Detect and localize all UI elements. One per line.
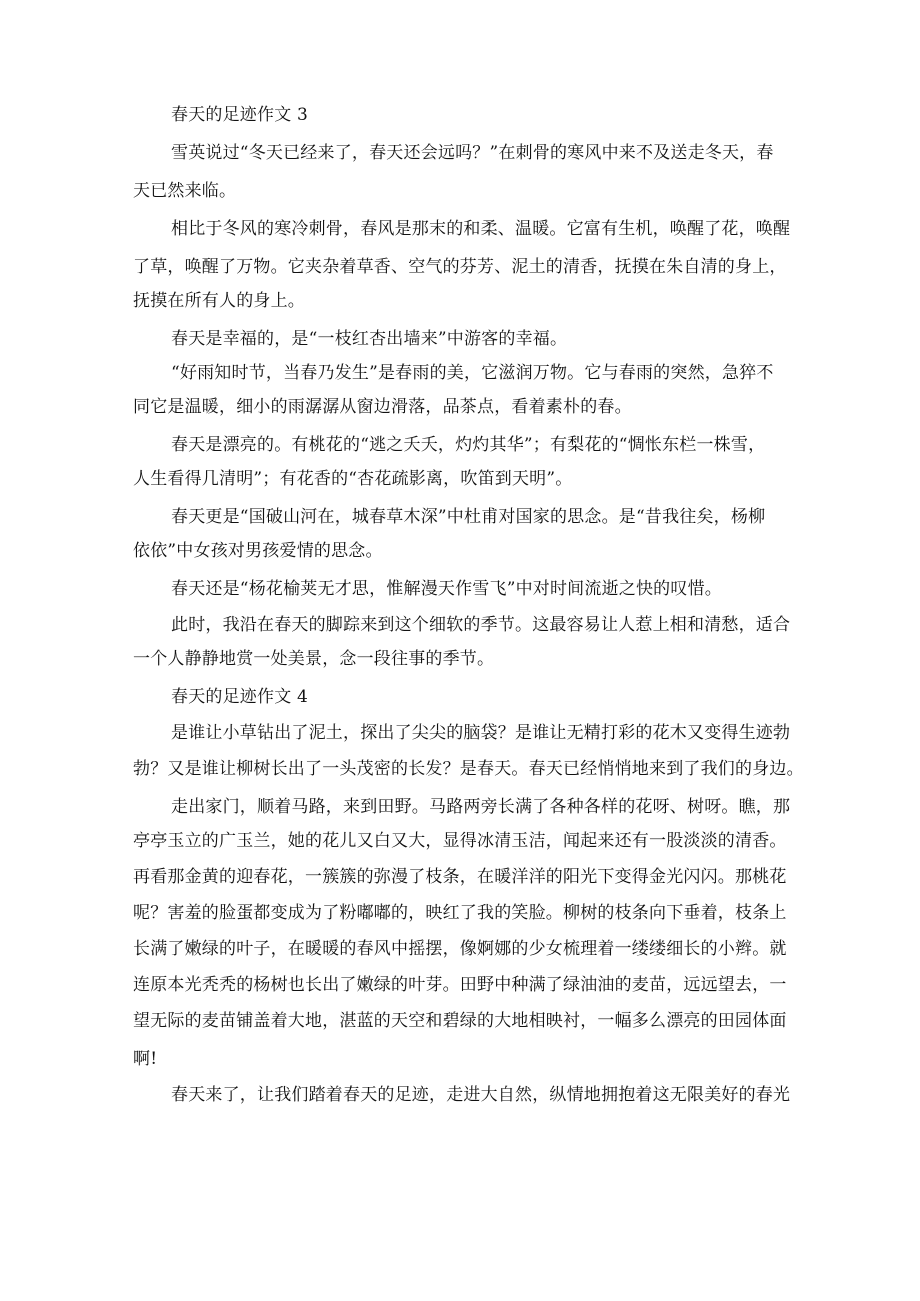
paragraph-line: 雪英说过“冬天已经来了，春天还会远吗？”在刺骨的寒风中来不及送走冬天，春	[171, 143, 774, 163]
paragraph-line: “好雨知时节，当春乃发生”是春雨的美，它滋润万物。它与春雨的突然，急猝不	[171, 363, 774, 383]
paragraph-line: 走出家门，顺着马路，来到田野。马路两旁长满了各种各样的花呀、树呀。瞧，那	[171, 797, 791, 817]
paragraph-line: 春天来了，让我们踏着春天的足迹，走进大自然，纵情地拥抱着这无限美好的春光	[171, 1085, 791, 1105]
paragraph-line: 望无际的麦苗铺盖着大地，湛蓝的天空和碧绿的大地相映衬，一幅多么漂亮的田园体面	[133, 1011, 787, 1031]
paragraph-line: 长满了嫩绿的叶子，在暖暖的春风中摇摆，像婀娜的少女梳理着一缕缕细长的小辫。就	[133, 939, 787, 959]
paragraph-line: 呢？害羞的脸蛋都变成为了粉嘟嘟的，映红了我的笑脸。柳树的枝条向下垂着，枝条上	[133, 903, 787, 923]
paragraph-line: 同它是温暖，细小的雨潺潺从窗边滑落，品茶点，看着素朴的春。	[133, 397, 632, 417]
paragraph-line: 春天是漂亮的。有桃花的“逃之夭夭，灼灼其华”；有梨花的“惆怅东栏一株雪，	[171, 435, 766, 455]
paragraph-line: 亭亭玉立的广玉兰，她的花儿又白又大，显得冰清玉洁，闻起来还有一股淡淡的清香。	[133, 831, 787, 851]
section-title-4: 春天的足迹作文 4	[171, 687, 309, 707]
paragraph-line: 此时，我沿在春天的脚踪来到这个细软的季节。这最容易让人惹上相和清愁，适合	[171, 615, 791, 635]
paragraph-line: 春天还是“杨花榆荚无才思，惟解漫天作雪飞”中对时间流逝之快的叹惜。	[171, 579, 722, 599]
paragraph-line: 是谁让小草钻出了泥土，探出了尖尖的脑袋？是谁让无精打彩的花木又变得生迹勃	[171, 723, 791, 743]
paragraph-line: 依依”中女孩对男孩爱情的思念。	[133, 541, 383, 561]
paragraph-line: 再看那金黄的迎春花，一簇簇的弥漫了枝条，在暖洋洋的阳光下变得金光闪闪。那桃花	[133, 867, 787, 887]
paragraph-line: 春天更是“国破山河在，城春草木深”中杜甫对国家的思念。是“昔我往矣，杨柳	[171, 507, 766, 527]
paragraph-line: 抚摸在所有人的身上。	[133, 291, 305, 311]
paragraph-line: 勃？又是谁让柳树长出了一头茂密的长发？是春天。春天已经悄悄地来到了我们的身边。	[133, 759, 804, 779]
paragraph-line: 人生看得几清明”；有花香的“杏花疏影离，吹笛到天明”。	[133, 469, 573, 489]
paragraph-line: 啊!	[133, 1049, 158, 1069]
paragraph-line: 天已然来临。	[133, 181, 237, 201]
section-title-3: 春天的足迹作文 3	[171, 105, 309, 125]
paragraph-line: 春天是幸福的，是“一枝红杏出墙来”中游客的幸福。	[171, 329, 568, 349]
paragraph-line: 了草，唤醒了万物。它夹杂着草香、空气的芬芳、泥土的清香，抚摸在朱自清的身上，	[133, 257, 787, 277]
paragraph-line: 连原本光秃秃的杨树也长出了嫩绿的叶芽。田野中种满了绿油油的麦苗，远远望去，一	[133, 975, 787, 995]
paragraph-line: 相比于冬风的寒冷刺骨，春风是那末的和柔、温暖。它富有生机，唤醒了花，唤醒	[171, 219, 791, 239]
paragraph-line: 一个人静静地赏一处美景，念一段往事的季节。	[133, 649, 495, 669]
